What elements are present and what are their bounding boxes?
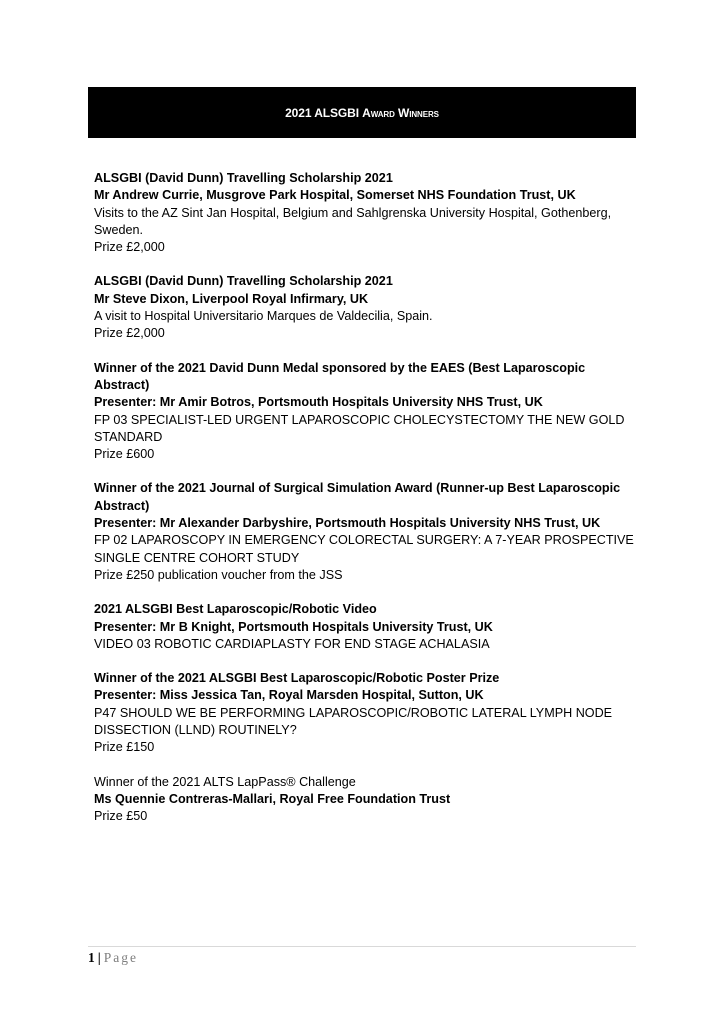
award-prize: Prize £2,000 (94, 240, 165, 255)
footer-divider (88, 946, 636, 947)
title-banner (88, 87, 636, 138)
page-label: Page (103, 950, 138, 965)
award-prize: Prize £150 (94, 740, 155, 755)
award-description: FP 02 LAPAROSCOPY IN EMERGENCY COLORECTAL SURGERY: A 7-YEAR PROSPECTIVE SINGLE CENTRE COHORT STUDY (94, 533, 634, 565)
page-footer (88, 950, 138, 966)
award-name: ALSGBI (David Dunn) Travelling Scholarship 2021 (94, 274, 393, 289)
title-year: 2021 ALSGBI (285, 105, 359, 120)
award-entry (94, 601, 634, 653)
award-name: 2021 ALSGBI Best Laparoscopic/Robotic Video (94, 602, 377, 617)
award-winner: Presenter: Miss Jessica Tan, Royal Marsden Hospital, Sutton, UK (94, 688, 484, 703)
award-name: Winner of the 2021 ALSGBI Best Laparoscopic/Robotic Poster Prize (94, 671, 500, 686)
award-winner: Presenter: Mr Alexander Darbyshire, Portsmouth Hospitals University NHS Trust, UK (94, 516, 601, 531)
award-winner: Ms Quennie Contreras-Mallari, Royal Free Foundation Trust (94, 791, 451, 806)
page-title (285, 106, 439, 120)
award-prize: Prize £50 (94, 809, 148, 824)
title-smallcaps: Award Winners (362, 105, 439, 120)
award-winner: Mr Steve Dixon, Liverpool Royal Infirmary, UK (94, 291, 369, 306)
award-entry (94, 480, 634, 584)
award-entry (94, 273, 634, 342)
award-winner: Presenter: Mr B Knight, Portsmouth Hospitals University Trust, UK (94, 619, 493, 634)
award-name: ALSGBI (David Dunn) Travelling Scholarship 2021 (94, 171, 393, 185)
award-description: VIDEO 03 ROBOTIC CARDIAPLASTY FOR END STAGE ACHALASIA (94, 636, 490, 651)
award-entry (94, 670, 634, 756)
award-prize: Prize £250 publication voucher from the JSS (94, 567, 343, 582)
award-entry (94, 170, 634, 256)
award-winner: Mr Andrew Currie, Musgrove Park Hospital, Somerset NHS Foundation Trust, UK (94, 188, 576, 203)
award-entry (94, 360, 634, 464)
page-number: 1 (88, 950, 95, 965)
award-name: Winner of the 2021 Journal of Surgical Simulation Award (Runner-up Best Laparoscopic Abstract) (94, 481, 621, 513)
award-prize: Prize £2,000 (94, 326, 165, 341)
award-prize: Prize £600 (94, 447, 155, 462)
award-description: P47 SHOULD WE BE PERFORMING LAPAROSCOPIC/ROBOTIC LATERAL LYMPH NODE DISSECTION (LLND) ROUTINELY? (94, 705, 613, 738)
award-description: A visit to Hospital Universitario Marques de Valdecilia, Spain. (94, 309, 433, 324)
award-list (94, 170, 634, 843)
footer-separator: | (97, 950, 101, 965)
award-description: FP 03 SPECIALIST-LED URGENT LAPAROSCOPIC CHOLECYSTECTOMY THE NEW GOLD STANDARD (94, 412, 625, 444)
award-name: Winner of the 2021 ALTS LapPass® Challenge (94, 774, 356, 789)
award-winner: Presenter: Mr Amir Botros, Portsmouth Hospitals University NHS Trust, UK (94, 395, 543, 410)
award-entry-final (94, 774, 634, 826)
award-description: Visits to the AZ Sint Jan Hospital, Belgium and Sahlgrenska University Hospital, Gothenberg, Sweden. (94, 205, 612, 237)
award-name: Winner of the 2021 David Dunn Medal sponsored by the EAES (Best Laparoscopic Abstract) (94, 360, 586, 392)
